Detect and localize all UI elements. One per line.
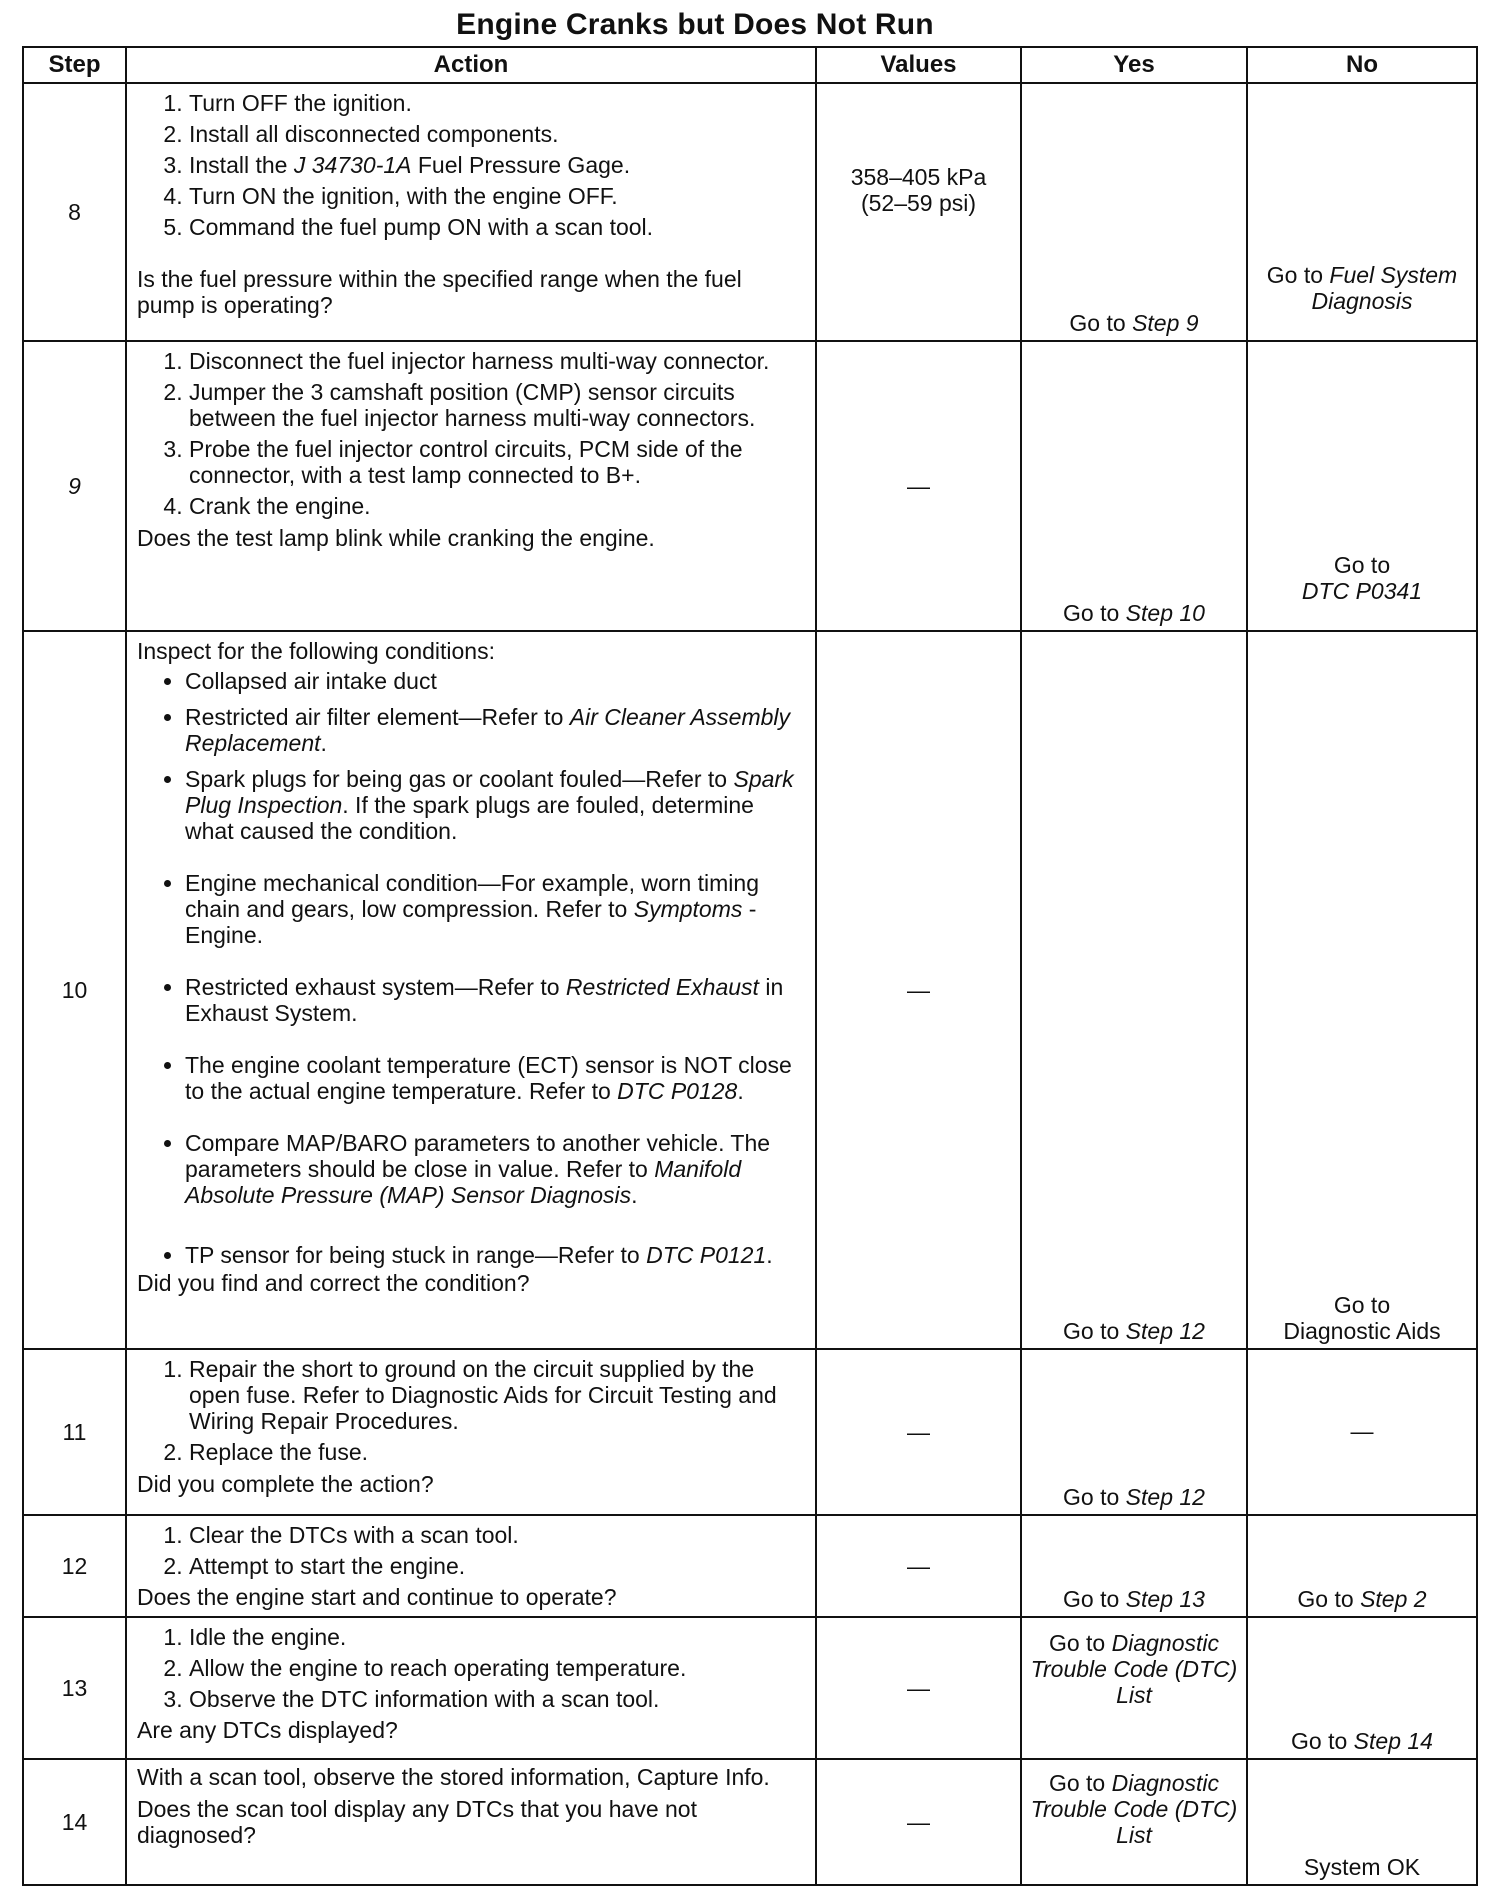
action-cell [126, 1759, 816, 1885]
value-kpa: 358–405 kPa [850, 164, 987, 190]
list-item: • Compare MAP/BARO parameters to another vehicle. The parameters should be close in value. Refer to Manifold Absolute Pressure (MAP) Sensor Diagnosis. [185, 1130, 805, 1208]
no-cell: Go to Diagnostic Aids [1247, 631, 1477, 1349]
action-question: Is the fuel pressure within the specified range when the fuel pump is operating? [137, 266, 742, 318]
step-number: 12 [23, 1515, 126, 1617]
list-item: 2. Replace the fuse. [189, 1439, 805, 1465]
yes-cell: Go to Diagnostic Trouble Code (DTC) List [1021, 1759, 1247, 1885]
table-row-step-14 [23, 1759, 1477, 1885]
list-item: 4. Crank the engine. [189, 493, 805, 519]
list-item: • TP sensor for being stuck in range—Refer to DTC P0121. [185, 1242, 805, 1268]
header-no: No [1247, 47, 1477, 83]
values-cell: — [816, 1617, 1021, 1759]
action-cell [126, 631, 816, 1349]
list-item: • Restricted air filter element—Refer to Air Cleaner Assembly Replacement. [185, 704, 805, 756]
action-question: Did you find and correct the condition? [137, 1270, 530, 1296]
header-step: Step [23, 47, 126, 83]
action-question: Does the test lamp blink while cranking the engine. [137, 525, 655, 551]
list-item: 2. Allow the engine to reach operating temperature. [189, 1655, 805, 1681]
step-number: 9 [23, 341, 126, 631]
list-item: • Collapsed air intake duct [185, 668, 805, 694]
list-item: 3. Probe the fuel injector control circuits, PCM side of the connector, with a test lamp connected to B+. [189, 436, 805, 488]
action-question: Did you complete the action? [137, 1471, 434, 1497]
list-item: 1. Clear the DTCs with a scan tool. [189, 1522, 805, 1548]
table-row-step-10 [23, 631, 1477, 1349]
action-cell [126, 83, 816, 341]
list-item: 1. Repair the short to ground on the circuit supplied by the open fuse. Refer to Diagnostic Aids for Circuit Testing and Wiring Repair Procedures. [189, 1356, 805, 1434]
table-row-step-13 [23, 1617, 1477, 1759]
action-question: Does the scan tool display any DTCs that you have not diagnosed? [137, 1796, 697, 1848]
page-title: Engine Cranks but Does Not Run [456, 8, 934, 41]
no-cell: System OK [1247, 1759, 1477, 1885]
header-yes: Yes [1021, 47, 1247, 83]
action-cell [126, 1515, 816, 1617]
list-item: • Restricted exhaust system—Refer to Restricted Exhaust in Exhaust System. [185, 974, 805, 1026]
list-item: 3. Install the J 34730-1A Fuel Pressure Gage. [189, 152, 805, 178]
action-list [137, 90, 805, 240]
no-cell: Go to Step 2 [1247, 1515, 1477, 1617]
values-cell: — [816, 1759, 1021, 1885]
list-item: • The engine coolant temperature (ECT) sensor is NOT close to the actual engine temperature. Refer to DTC P0128. [185, 1052, 805, 1104]
action-list [137, 1522, 805, 1579]
step-number: 13 [23, 1617, 126, 1759]
value-psi: (52–59 psi) [860, 190, 977, 216]
table-header-row [23, 47, 1477, 83]
step-number: 14 [23, 1759, 126, 1885]
action-cell [126, 341, 816, 631]
table-row-step-8 [23, 83, 1477, 341]
header-values: Values [816, 47, 1021, 83]
step-number: 11 [23, 1349, 126, 1515]
list-item: 4. Turn ON the ignition, with the engine OFF. [189, 183, 805, 209]
diagnostic-table [22, 46, 1478, 1886]
no-cell: Go to DTC P0341 [1247, 341, 1477, 631]
action-list [137, 348, 805, 519]
step-number: 10 [23, 631, 126, 1349]
list-item: 1. Turn OFF the ignition. [189, 90, 805, 116]
yes-cell: Go to Diagnostic Trouble Code (DTC) List [1021, 1617, 1247, 1759]
yes-cell: Go to Step 12 [1021, 631, 1247, 1349]
yes-cell: Go to Step 9 [1021, 83, 1247, 341]
table-row-step-11 [23, 1349, 1477, 1515]
list-item: 2. Attempt to start the engine. [189, 1553, 805, 1579]
yes-cell: Go to Step 10 [1021, 341, 1247, 631]
action-question: Does the engine start and continue to operate? [137, 1584, 617, 1610]
list-item: 1. Idle the engine. [189, 1624, 805, 1650]
list-item: 2. Install all disconnected components. [189, 121, 805, 147]
condition-list [137, 668, 805, 1268]
header-action: Action [126, 47, 816, 83]
values-cell: — [816, 1349, 1021, 1515]
values-cell: — [816, 1515, 1021, 1617]
values-cell: — [816, 341, 1021, 631]
no-cell: Go to Fuel System Diagnosis [1247, 83, 1477, 341]
values-cell [816, 83, 1021, 341]
list-item: 3. Observe the DTC information with a scan tool. [189, 1686, 805, 1712]
yes-cell: Go to Step 12 [1021, 1349, 1247, 1515]
no-cell: — [1247, 1349, 1477, 1515]
list-item: • Engine mechanical condition—For example, worn timing chain and gears, low compression. Refer to Symptoms - Engine. [185, 870, 805, 948]
table-row-step-9 [23, 341, 1477, 631]
no-cell: Go to Step 14 [1247, 1617, 1477, 1759]
values-cell: — [816, 631, 1021, 1349]
list-item: 2. Jumper the 3 camshaft position (CMP) sensor circuits between the fuel injector harness multi-way connectors. [189, 379, 805, 431]
list-item: 5. Command the fuel pump ON with a scan tool. [189, 214, 805, 240]
list-item: 1. Disconnect the fuel injector harness multi-way connector. [189, 348, 805, 374]
action-text: With a scan tool, observe the stored information, Capture Info. [137, 1764, 770, 1790]
action-list [137, 1624, 805, 1712]
action-cell [126, 1349, 816, 1515]
step-number: 8 [23, 83, 126, 341]
action-cell [126, 1617, 816, 1759]
action-list [137, 1356, 805, 1465]
yes-cell: Go to Step 13 [1021, 1515, 1247, 1617]
action-question: Are any DTCs displayed? [137, 1717, 398, 1743]
table-row-step-12 [23, 1515, 1477, 1617]
action-intro: Inspect for the following conditions: [137, 638, 495, 664]
list-item: • Spark plugs for being gas or coolant fouled—Refer to Spark Plug Inspection. If the spark plugs are fouled, determine what caused the condition. [185, 766, 805, 844]
